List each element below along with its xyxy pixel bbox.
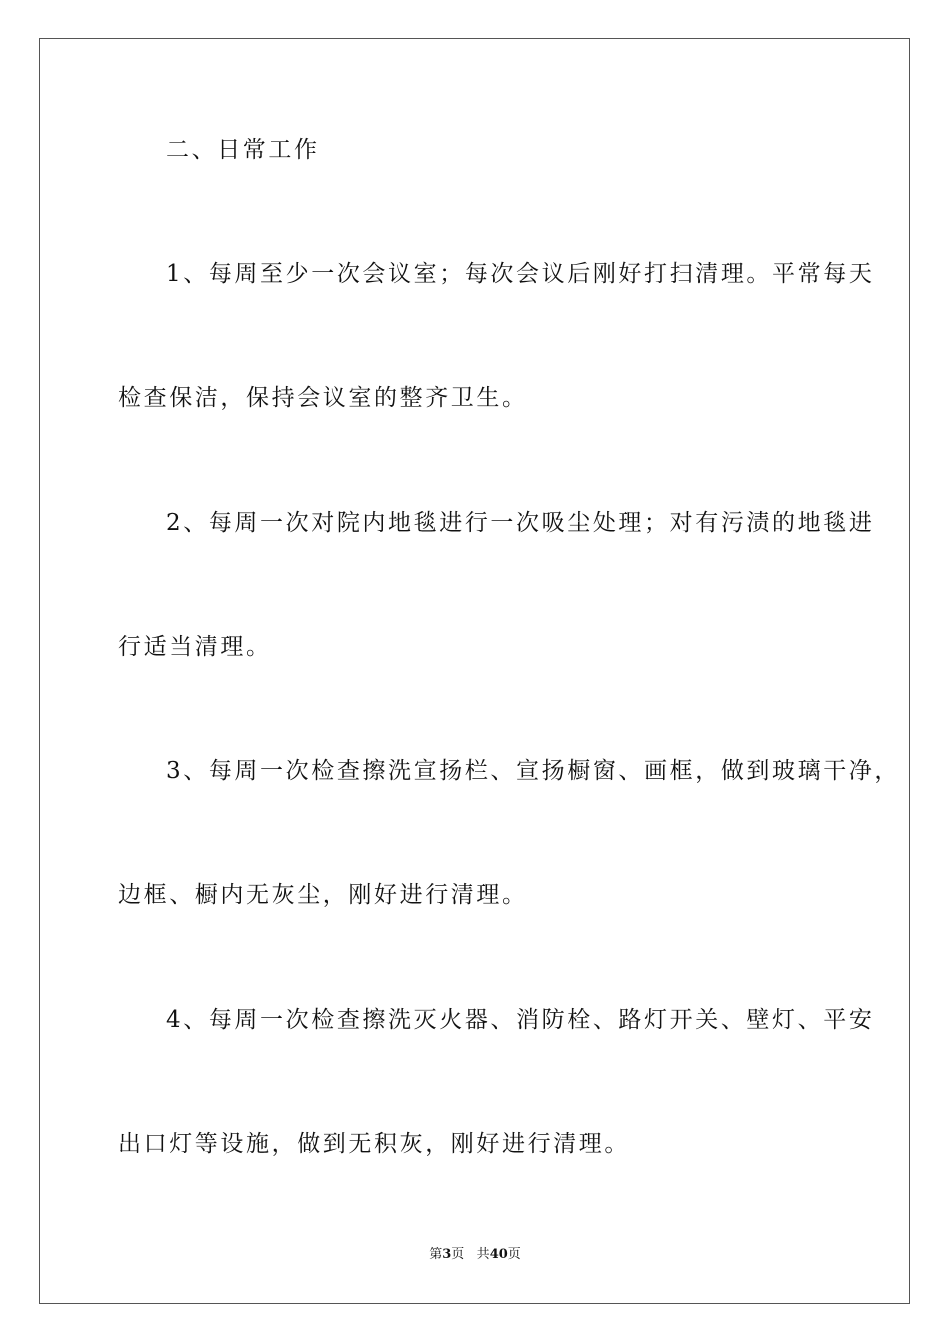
page-footer	[0, 1246, 950, 1264]
footer-page-suffix: 页	[451, 1247, 465, 1262]
footer-total-suffix: 页	[507, 1247, 521, 1262]
section-heading: 二、日常工作	[166, 137, 320, 163]
footer-page-number: 3	[442, 1247, 452, 1262]
paragraph-2-line-2: 行适当清理。	[118, 634, 272, 660]
paragraph-4-line-2: 出口灯等设施，做到无积灰，刚好进行清理。	[118, 1131, 630, 1157]
paragraph-2-line-1: 2、每周一次对院内地毯进行一次吸尘处理；对有污渍的地毯进	[166, 510, 875, 536]
page-frame	[39, 38, 910, 1304]
paragraph-3-line-1: 3、每周一次检查擦洗宣扬栏、宣扬橱窗、画框，做到玻璃干净，	[166, 758, 901, 784]
paragraph-3-line-2: 边框、橱内无灰尘，刚好进行清理。	[118, 882, 528, 908]
paragraph-1-line-2: 检查保洁，保持会议室的整齐卫生。	[118, 385, 528, 411]
paragraph-1-line-1: 1、每周至少一次会议室；每次会议后刚好打扫清理。平常每天	[166, 261, 875, 287]
paragraph-4-line-1: 4、每周一次检查擦洗灭火器、消防栓、路灯开关、壁灯、平安	[166, 1007, 875, 1033]
footer-total-pages: 40	[489, 1247, 508, 1262]
footer-total-prefix: 共	[476, 1247, 490, 1262]
footer-prefix: 第	[429, 1247, 443, 1262]
